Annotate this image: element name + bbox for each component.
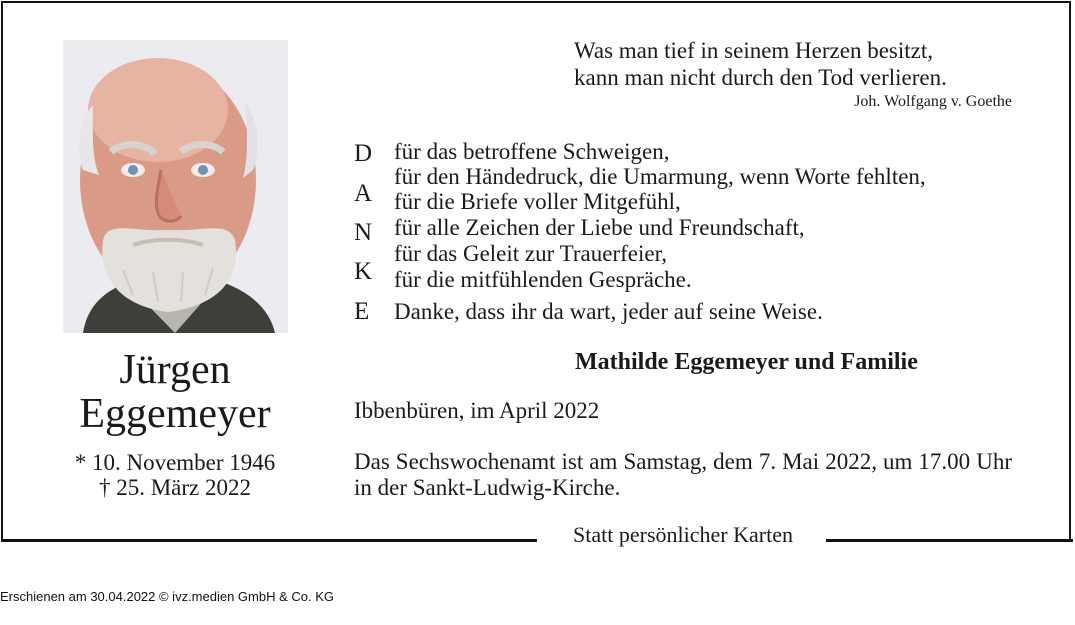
bottom-rule-left xyxy=(1,539,537,542)
place-date: Ibbenbüren, im April 2022 xyxy=(354,398,600,423)
danke-letter-d: D xyxy=(354,140,373,167)
goethe-quote xyxy=(560,37,1012,91)
danke-letter-a: A xyxy=(354,180,373,207)
quote-line-2: kann man nicht durch den Tod verlieren. xyxy=(574,65,947,90)
death-date: † 25. März 2022 xyxy=(98,475,252,500)
thanks-line: für das betroffene Schweigen, xyxy=(394,139,670,164)
service-announcement: Das Sechswochenamt ist am Samstag, dem 7. Mai 2022, um 17.00 Uhr in der Sankt-Ludwig-Kirche. xyxy=(354,449,1012,500)
family-signature: Mathilde Eggemeyer und Familie xyxy=(575,349,918,375)
thanks-line: Danke, dass ihr da wart, jeder auf seine Weise. xyxy=(394,299,823,324)
danke-letter-n: N xyxy=(354,219,373,246)
statt-karten-note: Statt persönlicher Karten xyxy=(573,522,793,547)
thanks-line: für alle Zeichen der Liebe und Freundschaft, xyxy=(394,215,805,240)
portrait-photo xyxy=(63,40,288,333)
publication-footer: Erschienen am 30.04.2022 © ivz.medien GmbH & Co. KG xyxy=(0,589,335,604)
portrait-illustration xyxy=(63,40,288,333)
life-dates xyxy=(40,450,310,500)
thanks-line: für den Händedruck, die Umarmung, wenn Worte fehlten, xyxy=(394,164,926,189)
deceased-last-name: Eggemeyer xyxy=(79,391,271,437)
deceased-first-name: Jürgen xyxy=(119,347,231,393)
quote-author: Joh. Wolfgang v. Goethe xyxy=(854,93,1012,110)
danke-letter-k: K xyxy=(354,258,373,285)
thanks-line: für die Briefe voller Mitgefühl, xyxy=(394,189,681,214)
quote-line-1: Was man tief in seinem Herzen besitzt, xyxy=(574,38,933,63)
bottom-rule-right xyxy=(826,539,1073,542)
birth-date: * 10. November 1946 xyxy=(74,450,276,475)
thanks-line: für die mitfühlenden Gespräche. xyxy=(394,267,692,292)
thanks-line: für das Geleit zur Trauerfeier, xyxy=(394,241,668,266)
danke-letter-e: E xyxy=(354,298,370,325)
